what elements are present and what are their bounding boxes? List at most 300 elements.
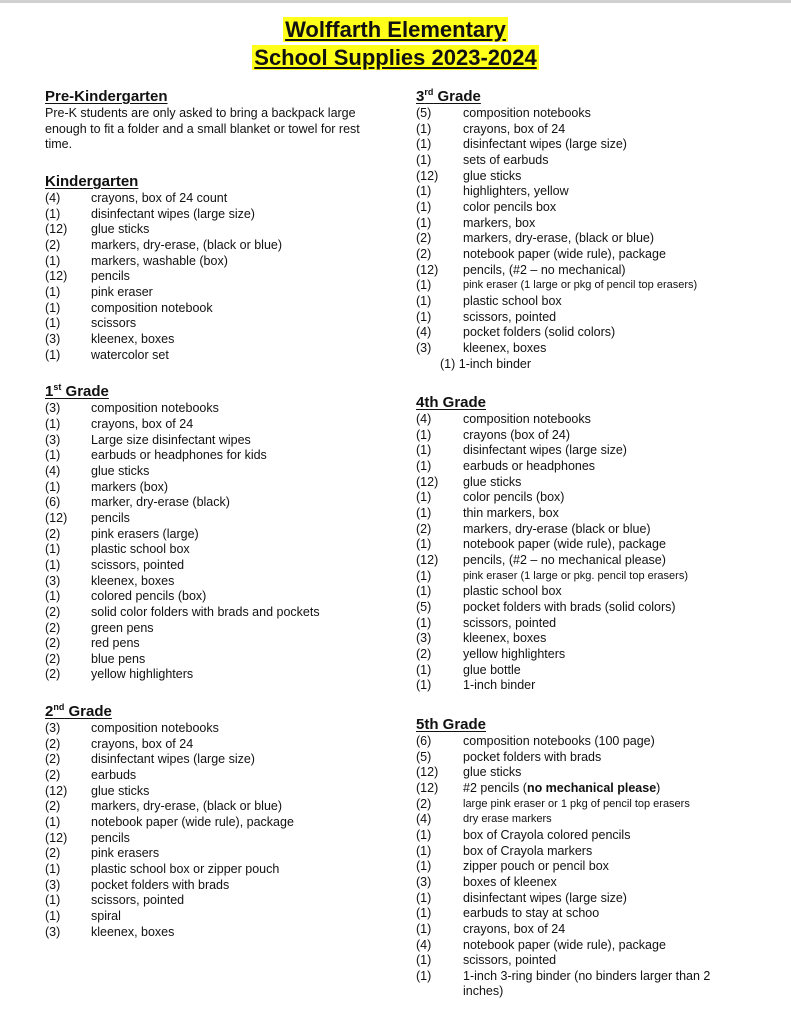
page-top-border [0,0,791,3]
item-text: markers (box) [91,479,169,494]
item-text: composition notebooks [463,106,591,120]
list-item [45,831,390,847]
list-item [45,909,390,925]
item-quantity: (2) [45,238,61,253]
grade3-section [416,88,746,372]
grade4-section [416,394,746,694]
item-text: pink eraser [91,285,153,300]
list-item [416,647,746,663]
item-text: disinfectant wipes (large size) [91,206,255,221]
list-item [416,969,746,1000]
item-text: disinfectant wipes (large size) [91,752,255,767]
item-text: large pink eraser or 1 pkg of pencil top erasers [463,797,690,810]
list-item [45,191,390,207]
item-quantity: (1) [416,490,432,505]
list-item [416,412,746,428]
grade4-list [416,412,746,694]
item-quantity: (12) [45,783,68,798]
list-item [416,828,746,844]
item-text: disinfectant wipes (large size) [463,890,627,905]
list-item [416,459,746,475]
item-quantity: (12) [416,262,439,277]
item-quantity: (1) [416,890,432,905]
list-item [416,616,746,632]
item-text: scissors, pointed [91,557,185,572]
item-quantity: (1) [45,448,61,463]
item-text: disinfectant wipes (large size) [463,137,627,152]
prek-section [45,88,390,153]
list-item [45,558,390,574]
item-quantity: (12) [416,780,439,795]
kindergarten-list [45,191,390,363]
list-item [416,506,746,522]
item-quantity: (1) [416,921,432,936]
item-text: pencils [91,269,130,284]
item-quantity: (2) [416,796,432,811]
list-item [416,663,746,679]
item-text: crayons, box of 24 [463,921,566,936]
item-quantity: (1) [45,893,61,908]
item-text: notebook paper (wide rule), package [463,537,666,552]
item-text: scissors, pointed [463,615,557,630]
grade4-heading: 4th Grade [416,394,487,412]
list-item [45,605,390,621]
item-quantity: (2) [45,667,61,682]
list-item [45,464,390,480]
list-item [416,443,746,459]
list-item [416,263,746,279]
item-text: crayons, box of 24 [91,416,194,431]
grade2-heading: 2nd Grade [45,702,112,721]
item-quantity: (4) [416,812,432,827]
list-item [416,122,746,138]
grade5-section [416,716,746,1000]
item-text: scissors, pointed [91,893,185,908]
list-item [45,316,390,332]
item-text: colored pencils (box) [91,589,207,604]
item-text: plastic school box or zipper pouch [91,862,280,877]
item-quantity: (2) [45,620,61,635]
item-text: pocket folders with brads (solid colors) [463,600,676,615]
list-item [416,781,746,797]
item-text: scissors, pointed [463,309,557,324]
item-text: crayons, box of 24 [463,121,566,136]
list-item [416,200,746,216]
item-quantity: (2) [45,799,61,814]
item-text: plastic school box [463,293,562,308]
item-text: markers, dry-erase, (black or blue) [91,238,283,253]
item-text: boxes of kleenex [463,874,557,889]
item-text: marker, dry-erase (black) [91,495,230,510]
item-quantity: (1) [416,906,432,921]
page-title [0,16,791,72]
item-text: #2 pencils (no mechanical please) [463,780,661,795]
list-item [416,875,746,891]
list-item [45,799,390,815]
list-item [45,527,390,543]
left-column [45,88,390,960]
item-quantity: (2) [45,526,61,541]
list-item [45,480,390,496]
item-text: pocket folders with brads [91,877,230,892]
grade2-section [45,703,390,940]
list-item [416,600,746,616]
item-text: zipper pouch or pencil box [463,859,609,874]
item-text: kleenex, boxes [91,924,175,939]
item-text: notebook paper (wide rule), package [463,937,666,952]
item-text: color pencils (box) [463,490,565,505]
item-text: glue sticks [463,474,522,489]
list-item [416,631,746,647]
list-item [416,750,746,766]
list-item [416,765,746,781]
list-item [45,667,390,683]
list-item [416,216,746,232]
item-text: markers, dry-erase, (black or blue) [463,231,655,246]
list-item [416,584,746,600]
item-quantity: (1) [416,584,432,599]
list-item [416,106,746,122]
item-quantity: (1) [416,184,432,199]
item-quantity: (1) [45,253,61,268]
list-item [45,768,390,784]
item-quantity: (1) [416,443,432,458]
item-text: glue sticks [463,765,522,780]
item-quantity: (1) [45,206,61,221]
list-item [416,891,746,907]
item-text: crayons, box of 24 [91,736,194,751]
item-quantity: (2) [45,736,61,751]
item-text: pencils, (#2 – no mechanical) [463,262,626,277]
item-quantity: (1) [416,843,432,858]
item-quantity: (3) [416,874,432,889]
grade1-heading: 1st Grade [45,382,109,401]
item-quantity: (6) [416,733,432,748]
list-item [416,537,746,553]
grade1-section [45,383,390,683]
list-item [416,844,746,860]
list-item [416,310,746,326]
item-text: spiral [91,909,121,924]
item-quantity: (12) [45,830,68,845]
item-quantity: (1) [416,827,432,842]
item-text: plastic school box [463,584,562,599]
list-item [416,797,746,813]
item-quantity: (4) [416,412,432,427]
item-text: composition notebooks [91,721,219,736]
item-quantity: (2) [45,604,61,619]
list-item [45,721,390,737]
list-item [416,553,746,569]
item-text: composition notebooks [91,401,219,416]
item-quantity: (1) [45,557,61,572]
list-item [45,511,390,527]
item-quantity: (1) [45,316,61,331]
item-text: highlighters, yellow [463,184,569,199]
item-text: notebook paper (wide rule), package [463,246,666,261]
list-item [416,153,746,169]
item-quantity: (1) [416,278,432,293]
item-text: scissors, pointed [463,953,557,968]
grade1-list [45,401,390,683]
item-quantity: (1) [45,479,61,494]
item-text: glue sticks [91,783,150,798]
list-item [416,231,746,247]
list-item [416,953,746,969]
item-text: 1-inch binder [463,678,536,693]
item-quantity: (1) [416,662,432,677]
list-item [45,752,390,768]
item-quantity: (4) [45,191,61,206]
item-quantity: (12) [416,765,439,780]
item-quantity: (1) [416,459,432,474]
item-quantity: (2) [45,752,61,767]
item-quantity: (5) [416,749,432,764]
item-quantity: (1) [416,137,432,152]
item-quantity: (1) [45,862,61,877]
item-text: solid color folders with brads and pockets [91,604,320,619]
item-quantity: (1) [416,293,432,308]
item-text: red pens [91,636,140,651]
item-quantity: (1) [416,953,432,968]
list-item [416,859,746,875]
item-text: yellow highlighters [91,667,194,682]
item-quantity: (1) [416,309,432,324]
item-text: pocket folders (solid colors) [463,325,616,340]
item-text: Large size disinfectant wipes [91,432,251,447]
item-text: crayons, box of 24 count [91,191,228,206]
item-quantity: (1) [416,199,432,214]
item-quantity: (1) [45,815,61,830]
list-item [45,862,390,878]
item-text: pencils [91,510,130,525]
item-text: box of Crayola markers [463,843,593,858]
list-item [45,301,390,317]
item-text: pink erasers [91,846,160,861]
list-item [45,621,390,637]
item-quantity: (12) [416,553,439,568]
list-item [416,490,746,506]
item-text: composition notebooks [463,412,591,427]
item-text: kleenex, boxes [463,340,547,355]
item-text: markers, box [463,215,536,230]
item-quantity: (2) [416,231,432,246]
item-quantity: (1) [45,347,61,362]
item-quantity: (5) [416,600,432,615]
item-quantity: (3) [45,721,61,736]
item-quantity: (3) [416,340,432,355]
list-item [45,636,390,652]
item-quantity: (2) [45,768,61,783]
item-quantity: (2) [45,636,61,651]
item-text: markers, washable (box) [91,253,228,268]
list-item [416,325,746,341]
list-item [416,137,746,153]
list-item [416,734,746,750]
item-quantity: (12) [416,168,439,183]
item-quantity: (12) [45,510,68,525]
item-quantity: (1) [45,300,61,315]
list-item [416,906,746,922]
right-column [416,88,746,1022]
item-text: blue pens [91,651,146,666]
list-item [45,652,390,668]
item-text: green pens [91,620,154,635]
item-text: sets of earbuds [463,152,549,167]
grade2-list [45,721,390,940]
item-text: glue sticks [91,222,150,237]
list-item [416,247,746,263]
list-item [45,925,390,941]
item-quantity: (1) [416,121,432,136]
item-emphasis: no mechanical please [526,780,657,795]
item-quantity: (1) [45,542,61,557]
list-item [45,542,390,558]
list-item [45,417,390,433]
list-item [416,812,746,828]
item-quantity: (1) [416,537,432,552]
item-text: earbuds or headphones for kids [91,448,267,463]
item-quantity: (3) [45,432,61,447]
item-text: pink erasers (large) [91,526,199,541]
item-text: watercolor set [91,347,169,362]
grade5-list [416,734,746,969]
list-item [416,922,746,938]
prek-description: Pre-K students are only asked to bring a backpack large enough to fit a folder and a small blanket or towel for rest time. [45,106,360,152]
item-text: dry erase markers [463,813,552,826]
item-quantity: (3) [45,877,61,892]
list-item [416,569,746,585]
item-quantity: (4) [416,937,432,952]
item-text: disinfectant wipes (large size) [463,443,627,458]
item-quantity: (6) [45,495,61,510]
item-quantity: (1) [45,416,61,431]
title-line-2: School Supplies 2023-2024 [254,45,537,70]
item-text: crayons (box of 24) [463,427,570,442]
item-quantity: (3) [416,631,432,646]
list-item [416,294,746,310]
list-item [416,184,746,200]
item-text: pencils, (#2 – no mechanical please) [463,553,666,568]
list-item [45,348,390,364]
prek-heading: Pre-Kindergarten [45,88,168,105]
item-text: markers, dry-erase, (black or blue) [91,799,283,814]
list-item [45,332,390,348]
item-quantity: (4) [416,325,432,340]
item-text: glue sticks [91,463,150,478]
item-text: earbuds [91,768,137,783]
list-item [45,401,390,417]
list-item [416,428,746,444]
item-quantity: (1) [416,859,432,874]
list-item [45,846,390,862]
list-item [416,678,746,694]
item-quantity: (1) [416,968,432,983]
list-item [45,574,390,590]
list-item [45,269,390,285]
item-quantity: (1) [45,909,61,924]
item-text: color pencils box [463,199,557,214]
list-item [45,222,390,238]
list-item [45,737,390,753]
item-text: kleenex, boxes [91,573,175,588]
item-quantity: (2) [416,521,432,536]
list-item [45,448,390,464]
item-text: kleenex, boxes [463,631,547,646]
item-text: earbuds to stay at schoo [463,906,600,921]
item-quantity: (1) [416,678,432,693]
list-item [45,878,390,894]
item-text: markers, dry-erase (black or blue) [463,521,651,536]
list-item [416,522,746,538]
grade3-list [416,106,746,357]
item-quantity: (1) [416,615,432,630]
item-text: yellow highlighters [463,647,566,661]
item-quantity: (4) [45,463,61,478]
item-text: pocket folders with brads [463,749,602,764]
item-quantity: (12) [45,269,68,284]
kindergarten-section [45,173,390,363]
item-text: kleenex, boxes [91,332,175,347]
list-item [45,784,390,800]
item-quantity: (1) [416,215,432,230]
item-quantity: (2) [416,246,432,261]
item-quantity: (3) [45,573,61,588]
item-text: pencils [91,830,130,845]
item-text: composition notebooks (100 page) [463,733,655,748]
list-item [45,495,390,511]
item-quantity: (12) [416,474,439,489]
item-text: earbuds or headphones [463,459,596,474]
item-text: pink eraser (1 large or pkg of pencil top erasers) [463,279,698,292]
item-text: box of Crayola colored pencils [463,827,631,842]
grade5-heading: 5th Grade [416,715,487,733]
list-item [45,893,390,909]
grade3-heading: 3rd Grade [416,87,481,105]
item-text: 1-inch 3-ring binder (no binders larger than 2 inches) [463,968,711,999]
list-item [416,341,746,357]
item-text: composition notebook [91,300,213,315]
item-text: plastic school box [91,542,190,557]
item-quantity: (1) [45,285,61,300]
title-line-1: Wolffarth Elementary [285,17,506,42]
item-quantity: (5) [416,106,432,120]
list-item [45,238,390,254]
item-text: thin markers, box [463,506,559,521]
item-text: glue sticks [463,168,522,183]
kindergarten-heading: Kindergarten [45,173,139,191]
list-item [45,815,390,831]
list-item [45,207,390,223]
list-item [45,285,390,301]
item-quantity: (3) [45,924,61,939]
item-text: glue bottle [463,662,521,677]
item-quantity: (2) [45,846,61,861]
item-quantity: (1) [45,589,61,604]
item-quantity: (3) [45,401,61,416]
item-text: pink eraser (1 large or pkg. pencil top erasers) [463,569,688,582]
list-item [416,169,746,185]
item-quantity: (1) [416,427,432,442]
item-quantity: (2) [416,647,432,661]
list-item [416,938,746,954]
list-item [416,278,746,294]
item-quantity: (1) [416,568,432,583]
item-quantity: (12) [45,222,68,237]
item-text: notebook paper (wide rule), package [91,815,294,830]
item-quantity: (1) [416,506,432,521]
grade3-binder: (1) 1-inch binder [440,356,532,371]
